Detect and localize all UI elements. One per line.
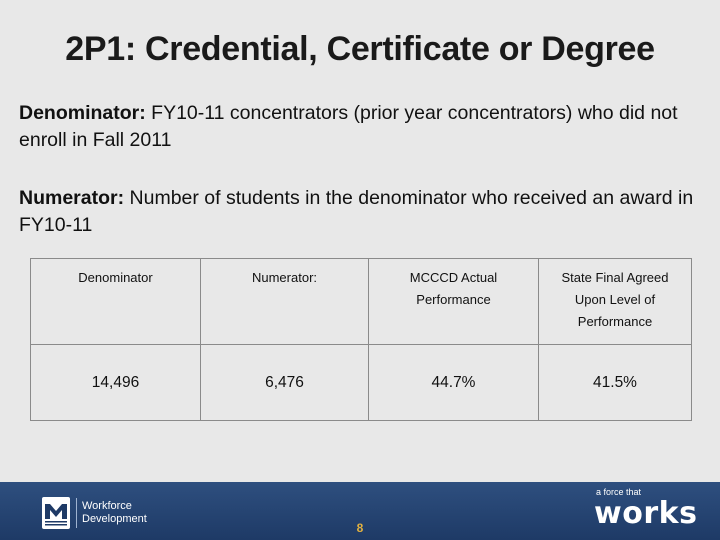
header-denominator: Denominator bbox=[31, 259, 201, 345]
logo-text bbox=[82, 500, 147, 526]
slide-title: 2P1: Credential, Certificate or Degree bbox=[65, 30, 655, 68]
workforce-logo bbox=[42, 496, 147, 530]
table-header-row bbox=[31, 259, 692, 345]
logo-text-line1: Workforce bbox=[82, 500, 132, 512]
header-state-agreed: State Final Agreed Upon Level of Performance bbox=[539, 259, 692, 345]
numerator-label: Numerator: bbox=[19, 187, 125, 209]
logo-text-line2: Development bbox=[82, 513, 147, 525]
header-numerator: Numerator: bbox=[201, 259, 369, 345]
table-row bbox=[31, 345, 692, 421]
denominator-text: FY10-11 concentrators (prior year concentrators) who did not enroll in Fall 2011 bbox=[19, 102, 678, 151]
denominator-label: Denominator: bbox=[19, 102, 146, 124]
logo-divider bbox=[76, 498, 77, 528]
maricopa-logo-icon bbox=[42, 497, 70, 529]
page-number: 8 bbox=[356, 521, 364, 535]
tagline: a force that bbox=[596, 487, 642, 497]
cell-numerator: 6,476 bbox=[201, 345, 369, 421]
cell-mcccd-actual: 44.7% bbox=[369, 345, 539, 421]
cell-denominator: 14,496 bbox=[31, 345, 201, 421]
denominator-paragraph bbox=[19, 100, 709, 154]
numerator-text: Number of students in the denominator who received an award in FY10-11 bbox=[19, 187, 694, 236]
works-brand: works bbox=[594, 496, 698, 531]
cell-state-agreed: 41.5% bbox=[539, 345, 692, 421]
header-mcccd-actual: MCCCD Actual Performance bbox=[369, 259, 539, 345]
footer-band bbox=[0, 482, 720, 540]
numerator-paragraph bbox=[19, 185, 709, 239]
performance-table bbox=[30, 258, 692, 421]
